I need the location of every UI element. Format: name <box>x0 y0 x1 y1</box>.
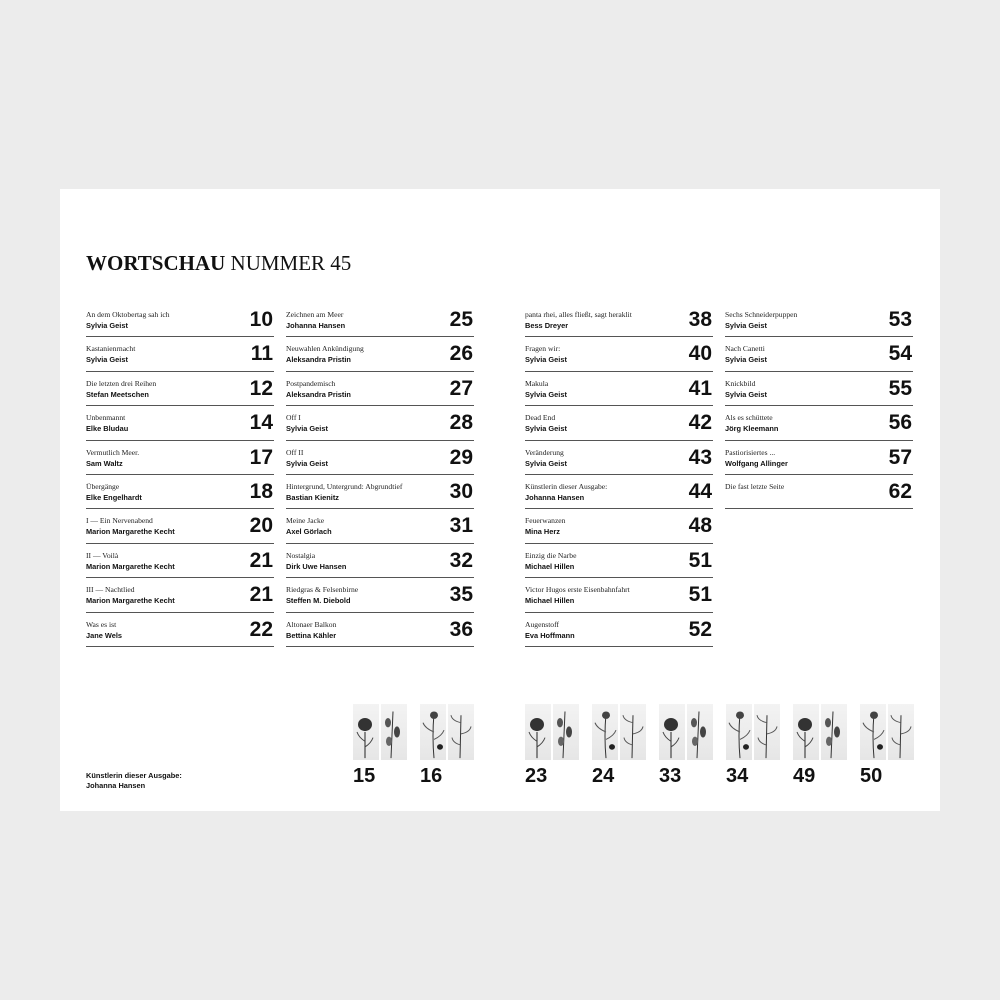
entry-title: Kastanienrnacht <box>86 344 136 354</box>
entry-title: Knickbild <box>725 378 756 388</box>
entry-page-number: 43 <box>688 445 712 469</box>
artwork-image <box>726 704 752 760</box>
artwork-image <box>659 704 685 760</box>
toc-entry[interactable] <box>86 372 274 406</box>
contents-page <box>60 189 940 811</box>
entry-title: Victor Hugos erste Eisenbahnfahrt <box>525 585 630 595</box>
entry-page-number: 44 <box>688 479 712 503</box>
entry-author: Michael Hillen <box>525 561 575 571</box>
toc-entry[interactable] <box>86 509 274 543</box>
toc-entry[interactable] <box>525 613 713 647</box>
entry-title: II — Voilà <box>86 550 119 560</box>
toc-entry[interactable] <box>86 337 274 371</box>
artwork-image <box>553 704 579 760</box>
entry-page-number: 41 <box>688 376 712 400</box>
toc-entry[interactable] <box>286 613 474 647</box>
toc-entry[interactable] <box>725 406 913 440</box>
toc-entry[interactable] <box>86 613 274 647</box>
toc-entry[interactable] <box>86 475 274 509</box>
entry-author: Sam Waltz <box>86 458 123 468</box>
entry-title: Riedgras & Felsenbirne <box>286 585 359 595</box>
toc-entry[interactable] <box>86 578 274 612</box>
entry-author: Sylvia Geist <box>286 458 328 468</box>
entry-title: Zeichnen am Meer <box>286 310 344 319</box>
entry-page-number: 57 <box>888 445 912 469</box>
artwork-images <box>353 704 407 760</box>
entry-author: Steffen M. Diebold <box>286 596 351 606</box>
artwork-page-number: 23 <box>525 765 548 787</box>
toc-entry[interactable] <box>525 337 713 371</box>
toc-entry[interactable] <box>86 406 274 440</box>
artwork-images <box>726 704 780 760</box>
entry-author: Marion Margarethe Kecht <box>86 561 175 571</box>
toc-entry[interactable] <box>286 509 474 543</box>
entry-page-number: 17 <box>249 445 273 469</box>
toc-entry[interactable] <box>725 441 913 475</box>
entry-title: Die letzten drei Reihen <box>86 378 157 388</box>
entry-title: Was es ist <box>86 619 117 629</box>
page-title <box>86 251 351 276</box>
artwork-thumbnail[interactable] <box>659 704 713 787</box>
entry-page-number: 22 <box>249 617 273 641</box>
entry-author: Sylvia Geist <box>525 458 567 468</box>
toc-entry[interactable] <box>525 475 713 509</box>
entry-page-number: 53 <box>888 308 912 331</box>
entry-title: Hintergrund, Untergrund: Abgrundtief <box>286 481 403 491</box>
artwork-image <box>860 704 886 760</box>
entry-title: Nostalgia <box>286 550 316 560</box>
artwork-images <box>592 704 646 760</box>
entry-title: Neuwahlen Ankündigung <box>286 344 364 354</box>
toc-entry[interactable] <box>286 303 474 337</box>
artwork-image <box>381 704 407 760</box>
entry-page-number: 21 <box>249 548 273 572</box>
entry-page-number: 54 <box>888 342 912 366</box>
entry-page-number: 62 <box>888 479 912 503</box>
entry-title: Dead End <box>525 413 556 423</box>
entry-page-number: 10 <box>249 308 273 331</box>
toc-entry[interactable] <box>286 406 474 440</box>
entry-author: Marion Margarethe Kecht <box>86 527 175 537</box>
entry-title: Pastiorisiertes ... <box>725 447 776 457</box>
toc-column-2 <box>286 303 474 647</box>
featured-artist-name: Johanna Hansen <box>86 781 146 790</box>
entry-title: Makula <box>525 378 549 388</box>
toc-column-3 <box>525 303 713 647</box>
entry-title: Meine Jacke <box>286 516 325 526</box>
artwork-image <box>754 704 780 760</box>
artwork-page-number: 15 <box>353 765 376 787</box>
entry-author: Elke Bludau <box>86 424 129 434</box>
entry-title: Sechs Schneiderpuppen <box>725 310 798 319</box>
entry-author: Sylvia Geist <box>525 355 567 365</box>
entry-page-number: 35 <box>449 583 473 607</box>
toc-entry[interactable] <box>286 337 474 371</box>
toc-entry[interactable] <box>286 372 474 406</box>
entry-author: Johanna Hansen <box>286 321 346 330</box>
entry-title: Augenstoff <box>525 619 560 629</box>
entry-title: Altonaer Balkon <box>286 619 337 629</box>
entry-page-number: 29 <box>449 445 473 469</box>
entry-author: Elke Engelhardt <box>86 492 142 502</box>
toc-entry[interactable] <box>286 441 474 475</box>
entry-page-number: 42 <box>688 411 712 435</box>
artwork-image <box>420 704 446 760</box>
entry-title: Off I <box>286 413 301 423</box>
toc-entry[interactable] <box>725 372 913 406</box>
entry-author: Wolfgang Allinger <box>725 458 788 468</box>
artwork-thumbnail[interactable] <box>793 704 847 787</box>
toc-entry[interactable] <box>86 303 274 337</box>
entry-author: Bess Dreyer <box>525 321 569 330</box>
entry-title: An dem Oktobertag sah ich <box>86 310 170 319</box>
artwork-images <box>860 704 914 760</box>
entry-title: Die fast letzte Seite <box>725 481 785 491</box>
toc-entry[interactable] <box>525 578 713 612</box>
entry-page-number: 32 <box>449 548 473 572</box>
artwork-page-number: 24 <box>592 765 615 787</box>
entry-page-number: 14 <box>249 411 273 435</box>
entry-title: Feuerwanzen <box>525 516 566 526</box>
entry-title: Nach Canetti <box>725 344 765 354</box>
entry-page-number: 36 <box>449 617 473 641</box>
entry-page-number: 28 <box>449 411 473 435</box>
artwork-images <box>420 704 474 760</box>
artwork-image <box>793 704 819 760</box>
artwork-image <box>687 704 713 760</box>
entry-author: Sylvia Geist <box>86 355 128 365</box>
entry-page-number: 21 <box>249 583 273 607</box>
entry-page-number: 12 <box>249 376 273 400</box>
toc-entry[interactable] <box>86 544 274 578</box>
entry-page-number: 20 <box>249 514 273 538</box>
toc-entry[interactable] <box>525 372 713 406</box>
entry-author: Johanna Hansen <box>525 492 585 502</box>
entry-author: Michael Hillen <box>525 596 575 606</box>
artwork-thumbnail[interactable] <box>726 704 780 787</box>
artwork-thumbnail[interactable] <box>353 704 407 787</box>
entry-title: III — Nachtlied <box>86 585 135 595</box>
artwork-image <box>620 704 646 760</box>
entry-author: Jörg Kleemann <box>725 424 779 434</box>
artwork-image <box>592 704 618 760</box>
entry-page-number: 18 <box>249 479 273 503</box>
entry-author: Axel Görlach <box>286 527 332 537</box>
artwork-thumbnail[interactable] <box>592 704 646 787</box>
toc-entry[interactable] <box>286 475 474 509</box>
entry-title: Übergänge <box>86 481 120 491</box>
entry-author: Sylvia Geist <box>725 355 767 365</box>
entry-page-number: 31 <box>449 514 473 538</box>
artwork-image <box>888 704 914 760</box>
entry-page-number: 25 <box>449 308 473 331</box>
entry-page-number: 48 <box>688 514 712 538</box>
toc-entry[interactable] <box>525 406 713 440</box>
issue-number: NUMMER 45 <box>230 251 352 275</box>
entry-title: Veränderung <box>525 447 564 457</box>
entry-author: Stefan Meetschen <box>86 389 149 399</box>
entry-page-number: 52 <box>688 617 712 641</box>
entry-author: Bastian Kienitz <box>286 492 339 502</box>
entry-author: Dirk Uwe Hansen <box>286 561 347 571</box>
artwork-page-number: 50 <box>860 765 883 787</box>
entry-title: Als es schüttete <box>725 413 773 423</box>
entry-author: Marion Margarethe Kecht <box>86 596 175 606</box>
artwork-page-number: 16 <box>420 765 443 787</box>
toc-entry[interactable] <box>525 544 713 578</box>
entry-page-number: 26 <box>449 342 473 366</box>
entry-title: Fragen wir: <box>525 344 561 354</box>
featured-artist <box>86 771 182 791</box>
toc-entry[interactable] <box>725 337 913 371</box>
entry-author: Sylvia Geist <box>525 424 567 434</box>
entry-title: Postpandemisch <box>286 378 336 388</box>
artwork-page-number: 33 <box>659 765 682 787</box>
entry-page-number: 11 <box>250 342 273 366</box>
toc-entry[interactable] <box>725 303 913 337</box>
artwork-image <box>353 704 379 760</box>
toc-entry[interactable] <box>725 475 913 509</box>
entry-author: Eva Hoffmann <box>525 630 575 640</box>
artwork-image <box>525 704 551 760</box>
entry-author: Sylvia Geist <box>525 389 567 399</box>
entry-author: Sylvia Geist <box>86 321 128 330</box>
entry-title: Einzig die Narbe <box>525 550 577 560</box>
entry-page-number: 30 <box>449 479 473 503</box>
entry-page-number: 27 <box>449 376 473 400</box>
entry-author: Mina Herz <box>525 527 560 537</box>
toc-column-4 <box>725 303 913 509</box>
artwork-thumbnail[interactable] <box>860 704 914 787</box>
entry-title: Vermutlich Meer. <box>86 447 140 457</box>
entry-author: Jane Wels <box>86 630 123 640</box>
entry-title: panta rhei, alles fließt, sagt heraklit <box>525 310 632 319</box>
toc-column-1 <box>86 303 274 647</box>
entry-author: Sylvia Geist <box>725 321 767 330</box>
artwork-image <box>448 704 474 760</box>
entry-page-number: 38 <box>688 308 712 331</box>
entry-author: Sylvia Geist <box>725 389 767 399</box>
artwork-images <box>659 704 713 760</box>
magazine-name: WORTSCHAU <box>86 251 226 275</box>
entry-title: Unbenmannt <box>86 413 126 423</box>
artwork-page-number: 34 <box>726 765 749 787</box>
artwork-thumbnail[interactable] <box>420 704 474 787</box>
artwork-thumbnail[interactable] <box>525 704 579 787</box>
entry-page-number: 56 <box>888 411 912 435</box>
toc-entry[interactable] <box>86 441 274 475</box>
toc-entry[interactable] <box>525 303 713 337</box>
entry-page-number: 51 <box>688 583 712 607</box>
entry-title: Künstlerin dieser Ausgabe: <box>525 481 608 491</box>
entry-page-number: 51 <box>688 548 712 572</box>
entry-page-number: 40 <box>688 342 712 366</box>
entry-author: Aleksandra Pristin <box>286 355 351 365</box>
toc-entry[interactable] <box>525 509 713 543</box>
artwork-images <box>793 704 847 760</box>
entry-page-number: 55 <box>888 376 912 400</box>
entry-author: Bettina Kähler <box>286 630 337 640</box>
featured-artist-label: Künstlerin dieser Ausgabe: <box>86 771 182 780</box>
toc-entry[interactable] <box>286 544 474 578</box>
entry-title: I — Ein Nervenabend <box>86 516 153 526</box>
entry-author: Sylvia Geist <box>286 424 328 434</box>
entry-author: Aleksandra Pristin <box>286 389 351 399</box>
toc-entry[interactable] <box>286 578 474 612</box>
artwork-page-number: 49 <box>793 765 816 787</box>
artwork-image <box>821 704 847 760</box>
artwork-images <box>525 704 579 760</box>
entry-title: Off II <box>286 447 304 457</box>
toc-entry[interactable] <box>525 441 713 475</box>
